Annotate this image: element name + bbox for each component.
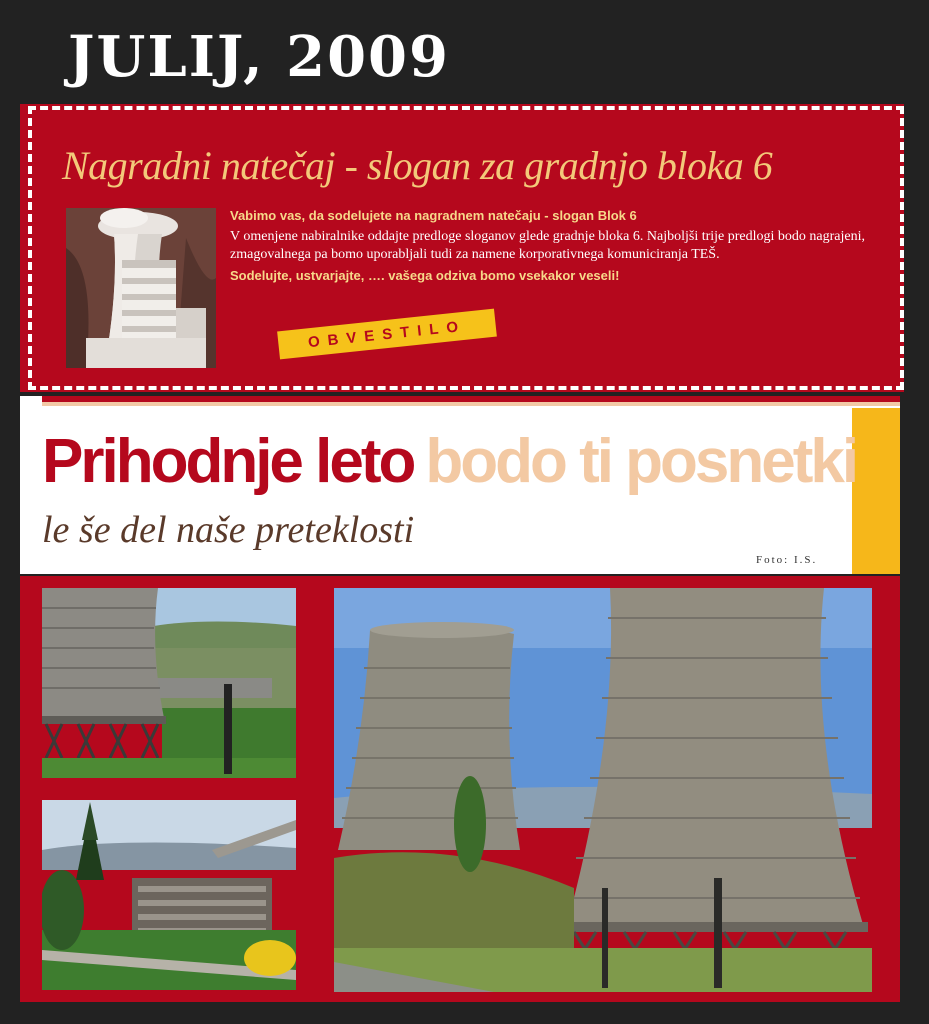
headline-part1: Prihodnje leto	[42, 427, 414, 496]
photo-collage	[20, 576, 900, 1002]
notice-title: Nagradni natečaj - slogan za gradnjo bloka 6	[62, 143, 773, 188]
headline	[42, 426, 856, 497]
photo-cooling-towers	[334, 588, 872, 992]
notice-body: V omenjene nabiralnike oddajte predloge sloganov glede gradnje bloka 6. Najboljši trije predlogi bodo nagrajeni, zmagovalnega pa bomo uporabljali tudi za namene korporativnega komuniciranja TEŠ.	[230, 229, 866, 262]
subheadline: le še del naše preteklosti	[42, 509, 415, 551]
article-header	[20, 396, 900, 574]
divider-peach	[42, 402, 900, 406]
notice-outro: Sodelujte, ustvarjajte, …. vašega odziva bomo vsekakor veseli!	[230, 268, 620, 283]
accent-bar	[852, 408, 900, 574]
notice-badge: OBVESTILO	[277, 309, 497, 360]
notice-lead: Vabimo vas, da sodelujete na nagradnem natečaju - slogan Blok 6	[230, 208, 637, 223]
issue-date: JULIJ, 2009	[68, 24, 450, 90]
power-plant-illustration	[66, 208, 216, 368]
headline-part2: bodo ti posnetki	[425, 427, 857, 496]
contest-notice	[20, 104, 904, 392]
photo-office-building	[42, 800, 296, 990]
photo-credit: Foto: I.S.	[756, 554, 818, 566]
photo-cooling-tower-left	[42, 588, 296, 778]
